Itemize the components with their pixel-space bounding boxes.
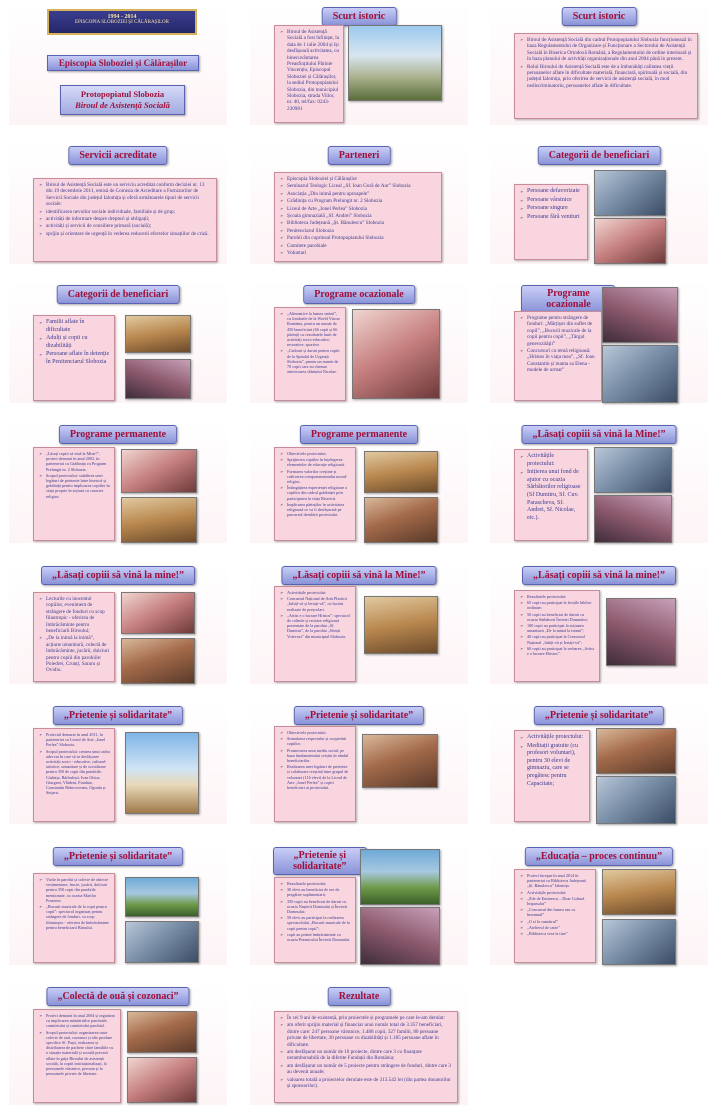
list-item: ➢ Programe pentru strângere de fonduri: „Mărțișor din suflet de copil”, „Bucurii muzicale de la copii pentru copii”, „Târgul generozității”	[527, 315, 597, 347]
list-item: ➢ Asociația „Din inimă pentru aproapele”	[287, 191, 437, 197]
school-building-photo	[125, 732, 199, 814]
text-box	[274, 307, 346, 401]
list-item: ➢ 50 copii au beneficiat de daruri cu ocazia Sărbătorii Învierii Domnului;	[527, 612, 595, 622]
slide-ocazionale-1	[250, 281, 468, 403]
beneficiaries-photo	[125, 315, 191, 353]
list-item: ➢ Activitățile proiectului:	[527, 890, 591, 895]
text-box	[514, 311, 602, 401]
list-item: ➢ „Zile de Eminescu – Doar Cultură Impusului”	[527, 896, 591, 906]
list-item: ➢ Persoane vârstnice	[527, 197, 583, 205]
slide-title: „Lăsați copiii să vină la Mine!”	[281, 566, 436, 585]
slide-title: Servicii acreditate	[68, 146, 167, 165]
slide-prietenie-3	[490, 702, 708, 824]
list-item: ➢ În cei 9 ani de existență, prin proiectele și programele pe care le-am derulat:	[287, 1015, 453, 1021]
list-item: ➢ „Cadouri și daruri pentru copiii de la Spitalul de Urgență Slobozia”, pentru un număr de 70 copii care au chemat aniversarea sfântului Nicolae.	[287, 348, 341, 374]
list-item: ➢ Rezultatele proiectului:	[527, 594, 595, 599]
beneficiaries-photo	[594, 218, 666, 264]
slide-ocazionale-2	[490, 281, 708, 403]
text-box	[33, 728, 115, 822]
church-building-photo	[348, 25, 442, 101]
birou-name: Biroul de Asistență Socială	[75, 100, 170, 110]
list-item: ➢ „Lăsați copiii să vină la Mine!”, proiect demarat în anul 2003, în parteneriat cu Grădinița cu Program Prelungit nr. 2 Slobozia.	[46, 451, 110, 472]
list-item: ➢ Obiectivele proiectului:	[287, 730, 351, 735]
slide-permanente-1	[9, 421, 227, 543]
list-item: ➢ Adulți și copii cu dizabilități	[46, 335, 110, 350]
text-box	[274, 877, 356, 963]
list-item: ➢ Obiectivele proiectului:	[287, 451, 351, 456]
text-box	[514, 449, 588, 541]
slide-title: „Lăsați copiii să vină la mine!”	[41, 566, 195, 585]
slide-permanente-2	[250, 421, 468, 543]
slide-title: Scurt istoric	[322, 7, 397, 26]
list-item: ➢ Promovarea unui mediu social, pe baza fundamentului creștin în rândul beneficiarilor.	[287, 748, 351, 764]
list-item: ➢ activități și servicii de consiliere primară (socială);	[46, 223, 212, 229]
list-item: ➢ Persoane singure	[527, 205, 583, 213]
list-item: ➢ Lecturile cu inocentul copiilor, eveniment de strângere de fonduri cu scop filantropic - oferirea de îmbrăcăminte pentru beneficiarii Biroului;	[46, 596, 110, 634]
list-item: ➢ Parohii din cuprinsul Protopopiatului Slobozia	[287, 235, 437, 241]
slide-prietenie-5	[250, 843, 468, 965]
list-item: ➢ activități de informare despre drepturi și obligații;	[46, 216, 212, 222]
beneficiaries-photo	[125, 359, 191, 399]
list-item: ➢ Formarea valorilor creștine și cultivarea comportamentului moral-religios.	[287, 469, 351, 485]
slide-title: „Prietenie și solidaritate”	[53, 847, 183, 866]
slide-prietenie-2	[250, 702, 468, 824]
slide-title: „Prietenie și solidaritate”	[273, 847, 367, 875]
list-item: ➢ 40 copii au participat la Concursul Național „Iubiți-vă și Iertați-vă”;	[527, 634, 595, 644]
slide-title: „Educația – proces continuu”	[525, 847, 673, 866]
text-box	[274, 172, 442, 262]
list-item: ➢ Scopul proiectului: stabilirea unei legături de prietenie între biserică și grădiniță pentru implicarea copiilor în viața proprie în acțiuni cu caracter religios.	[46, 473, 110, 499]
slide-lasati-1	[490, 421, 708, 543]
list-item: ➢ „Biblioteca vrea la tine”	[527, 931, 591, 936]
list-item: ➢ Biroul de Asistență Socială a fost înființat, la data de 1 iulie 2004 și își desfășoară activitatea, cu binecuvântarea Preasfințitului Părinte Vincențiu, Episcopul Sloboziei și Călărașilor, la sediul Protopopiatului Slobozia, din municipiul Slobozia, strada Viilor, nr. 40, tel/fax: 0243-230981	[287, 29, 339, 112]
text-box	[514, 869, 596, 963]
list-item: ➢ am desfășurat un număr de 5 proiecte pentru strângere de fonduri, dintre care 3 au devenit anuale;	[287, 1063, 453, 1076]
list-item: ➢ Persoane aflate în detenție în Penitenciarul Slobozia	[46, 351, 110, 366]
library-photo	[602, 919, 676, 965]
slide-parteneri	[250, 142, 468, 264]
list-item: ➢ valoarea totală a proiectelor derulate este de 313.542 lei (din partea donatorilor și sponsorilor).	[287, 1077, 453, 1090]
collection-photo	[127, 1057, 197, 1103]
slide-title: „Prietenie și solidaritate”	[53, 706, 183, 725]
list-item: ➢ 350 copii au beneficiat de daruri cu ocazia Nașterii Domnului și Învierii Domnului;	[287, 899, 351, 915]
list-item: ➢ copii au primit îmbrăcăminte cu ocazia Praznicului Învierii Domnului.	[287, 932, 351, 942]
list-item: ➢ Grădinița cu Program Prelungit nr. 2 Slobozia	[287, 198, 437, 204]
slide-servicii	[9, 142, 227, 264]
children-photo	[121, 592, 195, 634]
slide-prietenie-4	[9, 843, 227, 965]
text-box	[514, 590, 600, 682]
text-box	[33, 1009, 121, 1103]
slide-rezultate	[250, 983, 468, 1105]
text-box	[274, 25, 344, 123]
list-item: ➢ Persoane defavorizate	[527, 188, 583, 196]
children-photo	[606, 598, 676, 666]
text-box	[33, 447, 115, 541]
list-item: ➢ Inițierea unui fond de ajutor cu ocazia Sărbătorilor religioase (Sf Dumitru, Sf. Cuv. Parascheva, Sf. Andrei, Sf. Nicolae, etc.).	[527, 469, 583, 522]
list-item: ➢ Concursuri cu temă religioasă: „Hristos în viața mea”, „Sf. Ioan Constantin și mama sa Elena - modele de urmat”	[527, 348, 597, 374]
text-box	[33, 178, 217, 262]
list-item: ➢ Rezultatele proiectului:	[287, 881, 351, 886]
list-item: ➢ Implicarea părinților în activitatea religioasă ce va fi desfășurată pe parcursul derulării proiectului.	[287, 502, 351, 518]
text-box	[33, 873, 115, 963]
list-item: ➢ Seminarul Teologic Liceal „Sf. Ioan Gură de Aur” Slobozia	[287, 183, 437, 189]
list-item: ➢ Biroul de Asistență Socială din cadrul Protopopiatului Slobozia funcționează în baza Regulamentului de Organizare și Funcționare a Sectorului de Asistență Socială în Biserica Ortodoxă Română, a Regulamentului de ordine interioară și în baza planului de activități organizaționale din anul 2004 până în prezent.	[527, 37, 693, 63]
slide-title: Categorii de beneficiari	[57, 285, 180, 304]
list-item: ➢ Persoane fără venituri	[527, 214, 583, 222]
list-item: ➢ Școala gimnazială „Sf. Andrei” Slobozia	[287, 213, 437, 219]
list-item: ➢ Familii aflate în dificultate	[46, 319, 110, 334]
protopopiat-title-box	[60, 85, 185, 115]
list-item: ➢ 30 elevi au beneficiat de ore de pregătire suplimentară;	[287, 887, 351, 897]
slide-istoric-1	[250, 3, 468, 125]
tutoring-photo	[596, 776, 676, 824]
text-box	[33, 592, 115, 682]
list-item: ➢ 65 copii au participat la lecțiile biblice ordinate;	[527, 600, 595, 610]
event-photo	[352, 309, 440, 399]
collection-photo	[127, 1011, 197, 1053]
list-item: ➢ Voluntari	[287, 250, 437, 256]
children-photo	[594, 447, 672, 493]
children-photo	[364, 497, 438, 543]
tutoring-photo	[596, 728, 676, 774]
slide-title: Rezultate	[328, 987, 391, 1006]
children-photo	[121, 449, 197, 493]
event-photo	[602, 345, 678, 403]
slide-title: Programe ocazionale	[303, 285, 415, 304]
library-photo	[602, 869, 676, 915]
list-item: ➢ Proiect demarat în anul 2004 și organizat cu implicarea mănăstirilor parohiale, comitetului și comitetului parohial.	[46, 1013, 116, 1029]
list-item: ➢ „Alternative la lumea străzii”, cu fondurile de la World Vision România, pentru un număr de 450 beneficiari (66 copii și 66 părinți) cu rezultatele lunii de activități socio-educative, recreative, sportive.	[287, 311, 341, 347]
list-item: ➢ Rolul Biroului de Asistență Socială este de a îmbunătăți calitatea vieții persoanelor aflate în dificultate materială, financiară, spirituală și socială, din județul Ialomița, prin oferirea de servicii de asistență socială, în mod nediscriminatoriu, persoanelor aflate în dificultate.	[527, 64, 693, 90]
list-item: ➢ 60 copii au participat la serbarea „Artist e o lucrare Hristos”.	[527, 646, 595, 656]
list-item: ➢ Stimularea respectului și cooperării copiilor.	[287, 736, 351, 746]
list-item: ➢ „Artist e o lucrare Hristos”: spectacol de colinde și recitare religioasă prezentate de la parohia „Sf. Dumitru”, de la parohia „Sfinții Voievozi” din municipiul Slobozia.	[287, 613, 351, 639]
list-item: ➢ Scopul proiectului: organizarea unor colecte de ouă, cozonaci și alte produse specifice Sf. Paști, realizarea și distribuirea de pachete către familiile cu o situație materială și socială precară aflate în grija Biroului de asistență socială, la copiii instituționalizați, la persoanele vârstnice, precum și la persoanele private de libertate.	[46, 1030, 116, 1077]
slide-beneficiari-2	[9, 281, 227, 403]
list-item: ➢ am desfășurat un număr de 10 proiecte, dintre care 3 cu finanțare nerambursabilă de la diferite Fundații din România;	[287, 1049, 453, 1062]
list-item: ➢ „O zi la cumătrul”	[527, 919, 591, 924]
list-item: ➢ Activitățile proiectului:	[527, 453, 583, 468]
slide-lasati-4	[490, 562, 708, 684]
logo-years: 1994 - 2014	[107, 14, 137, 20]
list-item: ➢ sprijin și orientare de urgență în vederea reducerii efectelor situațiilor de criză.	[46, 231, 212, 237]
list-item: ➢ Îmbogățirea experienței religioase a copiilor din cadrul grădiniței prin participarea la viața Bisericii.	[287, 485, 351, 501]
list-item: ➢ Activitățile proiectului:	[527, 734, 585, 742]
text-box	[274, 586, 356, 682]
list-item: ➢ Liceul de Arte „Ionel Perlea” Slobozia	[287, 206, 437, 212]
slide-title: Categorii de beneficiari	[538, 146, 661, 165]
children-photo	[594, 495, 672, 543]
slide-title: Programe permanente	[59, 425, 177, 444]
text-box	[274, 726, 356, 822]
list-item: ➢ „Bucurii muzicale de la copii pentru copii”: spectacol organizat pentru strângere de fonduri, cu scop filantropic - oferirea de îmbrăcăminte pentru beneficiarii Biroului.	[46, 904, 110, 930]
logo-text: EPISCOPIA SLOBOZIEI ȘI CĂLĂRAȘILOR	[74, 20, 170, 25]
event-photo	[362, 734, 438, 788]
episcopia-title: Episcopia Sloboziei și Călărașilor	[47, 55, 199, 71]
slide-cover	[9, 3, 227, 125]
children-photo	[121, 638, 195, 684]
diploma-photo	[364, 596, 438, 654]
protopopiat-name: Protopopiatul Slobozia	[80, 89, 165, 99]
slide-title: „Lăsați copiii să vină la Mine!”	[521, 425, 676, 444]
list-item: ➢ Concursul Național de Artă Plastică „Iubiți-vă și Iertați-vă”, cu lucrări realizate de preșcolari.	[287, 596, 351, 612]
slide-educatia	[490, 843, 708, 965]
slide-lasati-2	[9, 562, 227, 684]
slide-title: Programe ocazionale	[521, 285, 615, 313]
list-item: ➢ am oferit sprijin material și financiar unui număr total de 3.357 beneficiari, dintre care: 247 persoane vârstnice, 1.488 copii, 327 familii, 80 persoane private de libertate, 30 persoane cu dizabilități și 1.185 persoane aflate în dificultate.	[287, 1022, 453, 1048]
text-box	[514, 184, 588, 260]
slide-istoric-2	[490, 3, 708, 125]
list-item: ➢ Proiectul demarat în anul 2011, în parteneriat cu Liceul de Arte „Ionel Perlea” Slobozia.	[46, 732, 110, 748]
slide-lasati-3	[250, 562, 468, 684]
group-photo	[360, 849, 440, 905]
event-photo	[602, 287, 678, 343]
text-box	[514, 730, 590, 822]
list-item: ➢ „De la inimă la inimă”, acțiune umanitară, colectă de îmbrăcăminte, jucării, dulciuri pentru copiii din parohiile: Poiedrei, Crunți, Sararu și Ovidiu.	[46, 635, 110, 673]
text-box	[274, 1011, 458, 1103]
list-item: ➢ Biblioteca Județeană „Șt. Bănulescu” Slobozia	[287, 220, 437, 226]
list-item: ➢ Penitenciarul Slobozia	[287, 228, 437, 234]
slide-title: Programe permanente	[300, 425, 418, 444]
text-box	[514, 33, 698, 119]
slide-title: „Colectă de ouă și cozonaci”	[46, 987, 189, 1006]
slide-title: „Prietenie și solidaritate”	[294, 706, 424, 725]
list-item: ➢ Scopul proiectului: crearea unui cadru adecvat în care să se desfășoare activități socio - educative, cultural-artistice, umanitare și de socializare pentru 350 de copii din parohiile: Ciulnița, Bărbulești, Ivan Ghica, Giurgeni, Vlădeni, Fundata, Constantin Brâncoveanu, Ograda și Stejaru.	[46, 749, 110, 796]
list-item: ➢ Episcopia Sloboziei și Călărașilor	[287, 176, 437, 182]
list-item: ➢ „Atelierul de carte”	[527, 925, 591, 930]
slide-beneficiari-1	[490, 142, 708, 264]
list-item: ➢ „Concursul din lumea sau cu însemnul”	[527, 907, 591, 917]
slide-title: „Lăsați copiii să vină la mine!”	[522, 566, 676, 585]
group-photo	[125, 877, 199, 917]
list-item: ➢ Vizite în parohii și colecte de obiecte vestimentare, fructe, jucării, dulciuri pentru 350 copii din parohiile menționate, cu ocazia Marilor Praznice;	[46, 877, 110, 903]
slide-colecta	[9, 983, 227, 1105]
group-photo	[360, 907, 440, 965]
children-photo	[121, 497, 197, 543]
list-item: ➢ 50 elevi au participat la realizarea spectacolului „Bucurii muzicale de la copii pentru copii”;	[287, 915, 351, 931]
text-box	[33, 315, 115, 401]
list-item: ➢ Activitățile proiectului:	[287, 590, 351, 595]
text-box	[274, 447, 356, 541]
list-item: ➢ identificarea nevoilor sociale individuale, familiale și de grup;	[46, 209, 212, 215]
group-photo	[125, 921, 199, 963]
episcopia-logo	[47, 9, 197, 35]
beneficiaries-photo	[594, 170, 666, 216]
slide-title: Scurt istoric	[562, 7, 637, 26]
slide-prietenie-1	[9, 702, 227, 824]
children-photo	[364, 451, 438, 493]
slide-title: „Prietenie și solidaritate”	[534, 706, 664, 725]
list-item: ➢ Biroul de Asistență Socială este un serviciu acreditat conform deciziei nr. 13 din 19 decembrie 2011, emisă de Comisia de Acreditare a Furnizorilor de Servicii Sociale din județul Ialomița și oferă următoarele tipuri de servicii sociale:	[46, 182, 212, 208]
list-item: ➢ Realizarea unei legături de prietenie și colaborare creștină între grupul de voluntari (116 elevi) de la Liceul de Arte „Ionel Perlea” și copiii beneficiari ai proiectului.	[287, 764, 351, 790]
list-item: ➢ Sprijinirea copiilor în înțelegerea elementelor de educație religioasă.	[287, 457, 351, 467]
list-item: ➢ Proiect început în anul 2014 în parteneriat cu Biblioteca Județeană „Șt. Bănulescu” Ialomița.	[527, 873, 591, 889]
list-item: ➢ 100 copii au participat la acțiunea umanitară „De la inimă la inimă”;	[527, 623, 595, 633]
list-item: ➢ Meditații gratuite (cu profesori voluntari), pentru 30 elevi de gimnaziu, care se pregătesc pentru Capacitate;	[527, 743, 585, 789]
slide-title: Parteneri	[328, 146, 391, 165]
list-item: ➢ Comitete parohiale	[287, 243, 437, 249]
